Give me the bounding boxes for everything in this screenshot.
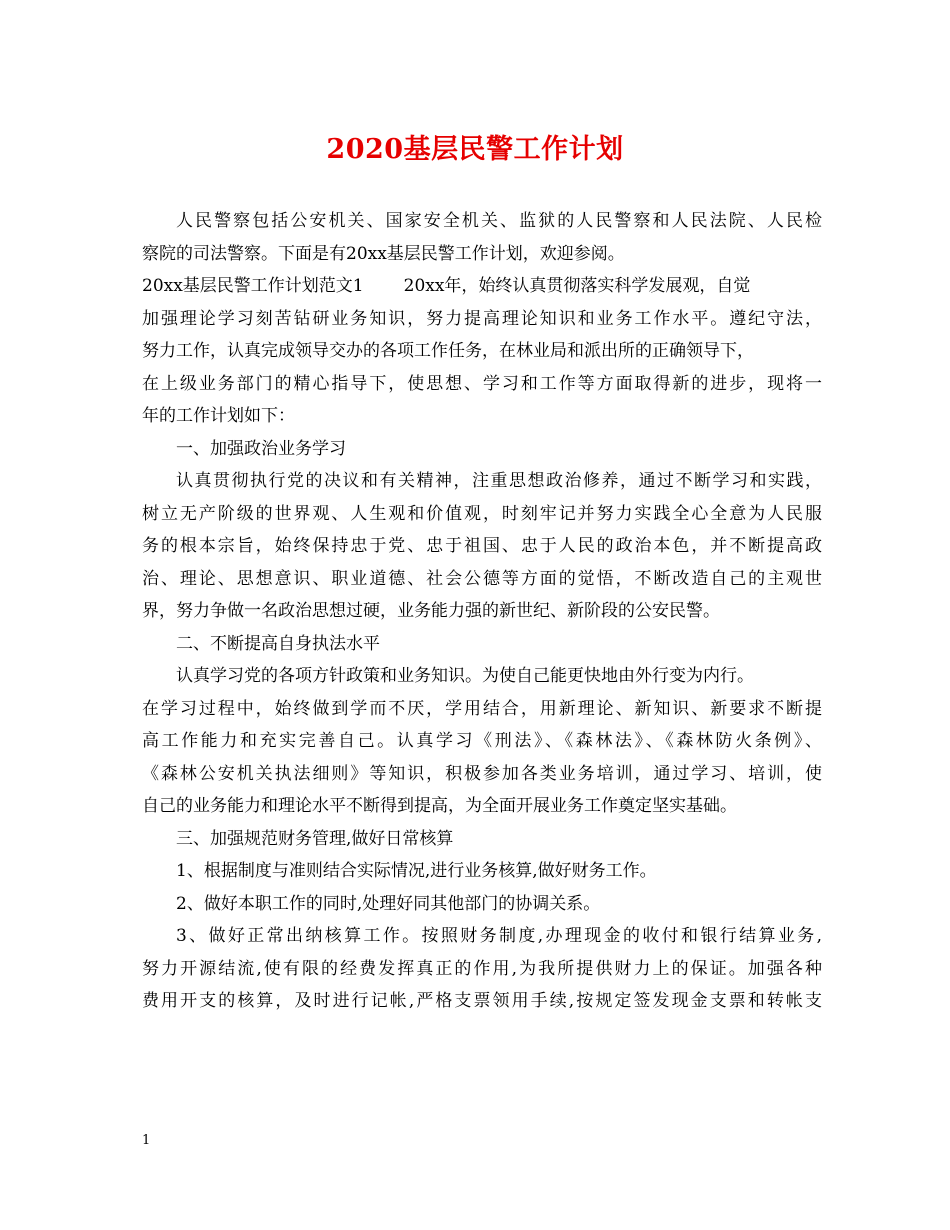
body-line: 努力开源结流,使有限的经费发挥真正的作用,为我所提供财力上的保证。加强各种 (142, 958, 822, 979)
list-item: 1、根据制度与准则结合实际情况,进行业务核算,做好财务工作。 (176, 861, 657, 881)
body-line: 树立无产阶级的世界观、人生观和价值观，时刻牢记并努力实践全心全意为人民服 (142, 503, 822, 524)
body-line (142, 270, 822, 303)
body-line: 年的工作计划如下： (142, 406, 295, 426)
document-title: 2020基层民警工作计划 (326, 134, 624, 165)
body-line: 务的根本宗旨，始终保持忠于党、忠于祖国、忠于人民的政治本色，并不断提高政 (142, 536, 822, 556)
body-line-continuation: 20xx年，始终认真贯彻落实科学发展观，自觉 (403, 276, 751, 296)
body-line: 《森林公安机关执法细则》等知识，积极参加各类业务培训，通过学习、培训，使 (142, 763, 822, 784)
page-number: 1 (142, 1133, 151, 1148)
document-body (142, 205, 822, 1018)
body-line: 认真学习党的各项方针政策和业务知识。为使自己能更快地由外行变为内行。 (176, 666, 754, 686)
section-heading: 三、加强规范财务管理,做好日常核算 (176, 828, 454, 849)
body-line: 认真贯彻执行党的决议和有关精神，注重思想政治修养，通过不断学习和实践， (176, 471, 822, 491)
section-heading-inline: 20xx基层民警工作计划范文1 (142, 276, 364, 296)
body-line: 在上级业务部门的精心指导下，使思想、学习和工作等方面取得新的进步，现将一 (142, 373, 822, 394)
body-line: 察院的司法警察。下面是有20xx基层民警工作计划，欢迎参阅。 (142, 243, 625, 264)
body-line: 努力工作，认真完成领导交办的各项工作任务，在林业局和派出所的正确领导下， (142, 341, 754, 361)
body-line: 加强理论学习刻苦钻研业务知识，努力提高理论知识和业务工作水平。遵纪守法， (142, 308, 822, 329)
body-line: 费用开支的核算，及时进行记帐,严格支票领用手续,按规定签发现金支票和转帐支 (142, 991, 822, 1011)
list-item: 3、做好正常出纳核算工作。按照财务制度,办理现金的收付和银行结算业务, (176, 926, 822, 946)
body-line: 自己的业务能力和理论水平不断得到提高，为全面开展业务工作奠定坚实基础。 (142, 796, 737, 816)
body-line: 界，努力争做一名政治思想过硬，业务能力强的新世纪、新阶段的公安民警。 (142, 601, 720, 621)
body-line: 治、理论、思想意识、职业道德、社会公德等方面的觉悟，不断改造自己的主观世 (142, 568, 822, 589)
body-line: 高工作能力和充实完善自己。认真学习《刑法》、《森林法》、《森林防火条例》、 (142, 731, 822, 751)
body-line: 在学习过程中，始终做到学而不厌，学用结合，用新理论、新知识、新要求不断提 (142, 698, 822, 719)
body-line: 人民警察包括公安机关、国家安全机关、监狱的人民警察和人民法院、人民检 (176, 211, 822, 231)
section-heading: 二、不断提高自身执法水平 (176, 633, 380, 654)
section-heading: 一、加强政治业务学习 (176, 438, 346, 459)
list-item: 2、做好本职工作的同时,处理好同其他部门的协调关系。 (176, 893, 601, 914)
